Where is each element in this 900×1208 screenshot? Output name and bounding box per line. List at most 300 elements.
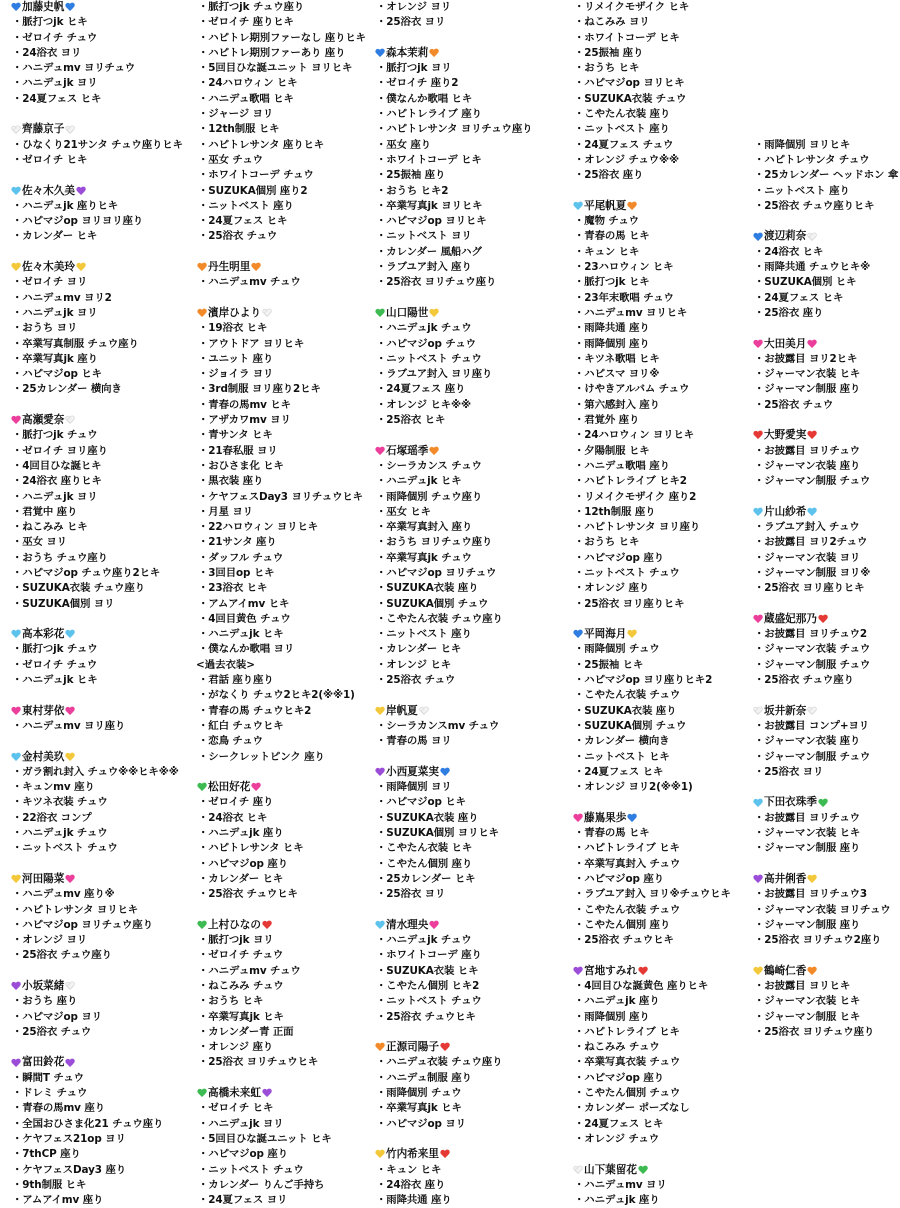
list-item: ・ハピマジop ヨリヒキ xyxy=(574,77,685,90)
member-heading xyxy=(752,428,900,443)
member-section xyxy=(10,627,188,688)
list-item: ・ハピマジop ヨリヒキ xyxy=(376,215,487,228)
spacer xyxy=(752,321,900,336)
list-item: ・ラブユア封入 チュウ xyxy=(754,521,860,534)
list-item: ・7thCP 座り xyxy=(12,1148,81,1161)
list-item: ・黒衣装 座り xyxy=(198,475,264,488)
list-item: ・カレンダー 横向き xyxy=(574,735,670,748)
yellow-heart-icon xyxy=(11,263,21,272)
list-item: ・ダッフル チュウ xyxy=(198,551,284,564)
member-section xyxy=(10,872,188,964)
blue-heart-icon xyxy=(753,233,763,242)
list-item: ・4回目ひな誕ヒキ xyxy=(12,459,102,472)
member-section xyxy=(10,260,188,398)
list-item: ・SUZUKA個別 座り2 xyxy=(198,184,308,197)
list-item: ・ハピスマ ヨリ※ xyxy=(574,368,660,381)
list-item: ・こやたん個別 ヒキ2 xyxy=(376,980,480,992)
list-item: ・SUZUKA個別 チュウ xyxy=(376,597,489,610)
list-item: ・雨降共通 座り xyxy=(376,1194,452,1207)
list-item: ・25カレンダー ヒキ xyxy=(376,872,476,885)
member-name: 片山紗希 xyxy=(764,505,807,518)
spacer xyxy=(10,1040,188,1055)
member-heading xyxy=(572,1163,750,1178)
green-heart-icon xyxy=(197,921,207,930)
white-heart-icon xyxy=(807,707,817,716)
blue-heart-icon xyxy=(627,814,637,823)
list-item: ・25浴衣 チュウ xyxy=(376,674,456,687)
list-item: ・SUZUKA衣装 座り xyxy=(574,704,677,717)
list-item: ・脈打つjk チュウ xyxy=(12,429,98,442)
list-item: ・ハニデュ歌唱 座り xyxy=(574,459,670,472)
list-item: ・お披露目 ヨリ2ヒキ xyxy=(754,352,858,365)
list-item: ・ハピマジop ヒキ xyxy=(12,368,102,381)
list-item: ・月星 ヨリ xyxy=(198,505,253,518)
spacer xyxy=(374,1025,552,1040)
member-heading xyxy=(752,964,900,979)
member-name: 高橋未来虹 xyxy=(208,1087,261,1100)
spacer xyxy=(752,688,900,703)
list-item: ・ゼロイチ ヨリ座り xyxy=(12,444,108,457)
column-1 xyxy=(10,0,188,1208)
list-item: ・25浴衣 ヨリチュウ2座り xyxy=(754,934,882,947)
list-item: ・ハピマジop ヨリヨリ座り xyxy=(12,215,144,228)
member-section xyxy=(196,780,374,902)
pink-heart-icon xyxy=(753,340,763,349)
list-item: ・おうち ヒキ xyxy=(574,62,640,75)
list-item: ・おうち ヒキ xyxy=(198,995,264,1008)
list-item: ・ハニデュmv ヨリ座り xyxy=(12,719,126,732)
list-item: ・ハピトレサンタ ヒキ xyxy=(198,842,304,855)
list-item: ・シーラカンスmv チュウ xyxy=(376,719,500,732)
continued-list xyxy=(196,673,374,765)
list-item: ・ニットベスト 座り xyxy=(574,123,670,136)
list-item: ・おうち ヒキ2 xyxy=(376,184,449,197)
list-item: ・24浴衣 座りヒキ xyxy=(12,475,102,488)
spacer xyxy=(752,76,900,91)
list-item: ・ジャーマン衣装 チュウ xyxy=(754,643,871,656)
spacer xyxy=(10,245,188,260)
member-section xyxy=(10,413,188,612)
list-item: ・おうち ヒキ xyxy=(574,536,640,549)
list-item: ・リメイクモザイク ヒキ xyxy=(574,1,690,13)
spacer xyxy=(752,948,900,963)
member-section xyxy=(752,612,900,688)
list-item: ・ニットベスト チュウ xyxy=(574,566,680,579)
white-heart-icon xyxy=(11,126,21,135)
spacer xyxy=(752,597,900,612)
spacer xyxy=(10,168,188,183)
member-name: 渡辺莉奈 xyxy=(764,230,807,243)
spacer xyxy=(752,92,900,107)
list-item: ・ゼロイチ ヒキ xyxy=(198,1102,274,1115)
member-name: 下田衣珠季 xyxy=(764,796,817,809)
spacer xyxy=(10,734,188,749)
member-heading xyxy=(374,704,552,719)
list-item: ・25浴衣 チュウ xyxy=(198,230,278,243)
member-section xyxy=(10,0,188,107)
list-item: ・21春私服 ヨリ xyxy=(198,444,278,457)
list-item: ・ジャーマン制服 チュウ xyxy=(754,658,871,671)
list-item: ・24夏フェス チュウ xyxy=(574,138,674,151)
blue-heart-icon xyxy=(11,3,21,12)
member-heading xyxy=(10,979,188,994)
list-item: ・24夏フェス ヒキ xyxy=(574,1117,664,1130)
list-item: ・ジョイラ ヨリ xyxy=(198,368,274,381)
member-name: 石塚瑶季 xyxy=(386,444,429,457)
yellow-heart-icon xyxy=(807,875,817,884)
list-item: ・僕なんか歌唱 ヒキ xyxy=(376,92,473,105)
list-item: ・24ハロウィン ヨリヒキ xyxy=(574,429,695,442)
list-item: ・けやきアルバム チュウ xyxy=(574,383,690,396)
member-section xyxy=(572,199,750,612)
list-item: ・24夏フェス ヒキ xyxy=(198,215,288,228)
list-item: ・ジャーマン衣装 ヨリチュウ xyxy=(754,903,891,916)
orange-heart-icon xyxy=(807,967,817,976)
list-item: ・第六感封入 座り xyxy=(574,398,660,411)
list-item: ・ハピトレライブ ヒキ xyxy=(574,1025,680,1038)
list-item: ・25浴衣 座り xyxy=(574,169,644,182)
list-item: ・キツネ歌唱 ヒキ xyxy=(574,352,660,365)
white-heart-icon xyxy=(65,416,75,425)
list-item: ・青春の馬mv ヒキ xyxy=(198,398,291,411)
list-item: ・巫女 チュウ xyxy=(198,153,263,166)
member-name: 宮地すみれ xyxy=(584,964,637,977)
list-item: ・ニットベスト チュウ xyxy=(198,1163,304,1176)
pink-heart-icon xyxy=(753,615,763,624)
list-item: ・青春の馬mv 座り xyxy=(12,1102,105,1115)
list-item: ・僕なんか歌唱 ヨリ xyxy=(198,643,295,656)
list-item: ・ラブユア封入 ヨリ※チュウヒキ xyxy=(574,888,731,901)
list-item: ・こやたん衣装 チュウ xyxy=(574,903,681,916)
list-item: ・5回目ひな誕ユニット ヨリヒキ xyxy=(198,62,353,75)
list-item: ・ハピトレサンタ ヨリチュウ座り xyxy=(376,123,533,136)
list-item: ・24浴衣 ヒキ xyxy=(198,811,268,824)
member-heading xyxy=(196,1086,374,1101)
list-item: ・雨降個別 ヨリヒキ xyxy=(754,138,851,151)
list-item: ・25振袖 座り xyxy=(574,46,644,59)
red-heart-icon xyxy=(818,615,828,624)
spacer xyxy=(752,490,900,505)
member-section xyxy=(374,918,552,1025)
list-item: ・ねこみみ ヒキ xyxy=(12,521,88,534)
list-item: ・脈打つjk ヨリ xyxy=(376,62,452,75)
list-item: ・ハニデュjk チュウ xyxy=(376,934,472,947)
list-item: ・4回目黄色 チュウ xyxy=(198,612,291,625)
member-section xyxy=(10,184,188,245)
list-item: ・ハニデュjk ヨリ xyxy=(12,77,98,90)
list-item: ・お披露目 ヨリチュウ3 xyxy=(754,888,868,901)
orange-heart-icon xyxy=(429,447,439,456)
member-heading xyxy=(374,1147,552,1162)
list-item: ・がなくり チュウ2ヒキ2(※※1) xyxy=(198,689,355,702)
list-item: ・ジャーマン制服 座り xyxy=(754,918,861,931)
list-item: ・22浴衣 コンプ xyxy=(12,811,92,824)
list-item: ・ラブユア封入 ヨリ座り xyxy=(376,368,493,381)
list-item: ・ハピトレサンタ チュウ xyxy=(754,153,870,166)
spacer xyxy=(572,1147,750,1162)
member-name: 東村芽依 xyxy=(22,704,65,717)
list-item: ・お披露目 ヨリチュウ xyxy=(754,811,860,824)
list-item: ・カレンダー ヒキ xyxy=(198,872,284,885)
orange-heart-icon xyxy=(197,263,207,272)
member-name: 清水理央 xyxy=(386,918,429,931)
list-item: ・ハニデュmv ヨリ xyxy=(574,1178,667,1191)
list-item: ・お披露目 コンプ+ヨリ xyxy=(754,719,870,732)
pink-heart-icon xyxy=(807,340,817,349)
list-item: ・ラブユア封入 座り xyxy=(376,261,472,274)
member-name: 高井俐香 xyxy=(764,872,807,885)
list-item: ・25浴衣 チュウヒキ xyxy=(376,1010,476,1023)
list-item: ・ハニデュmv ヨリチュウ xyxy=(12,62,135,75)
list-item: ・24浴衣 ヨリ xyxy=(12,46,82,59)
list-item: ・ジャーマン衣装 ヒキ xyxy=(754,368,861,381)
member-section xyxy=(752,872,900,948)
list-item: ・ハニデュjk 座り xyxy=(198,827,284,840)
yellow-heart-icon xyxy=(76,263,86,272)
member-heading xyxy=(752,872,900,887)
member-name: 平尾帆夏 xyxy=(584,199,627,212)
member-name: 松田好花 xyxy=(208,781,251,794)
list-item: ・ハニデュjk ヒキ xyxy=(12,674,98,687)
list-item: ・ハニデュmv チュウ xyxy=(198,276,301,289)
member-section xyxy=(10,1055,188,1208)
sub-heading: <過去衣装> xyxy=(196,658,255,671)
member-heading xyxy=(374,306,552,321)
list-item: ・お披露目 ヨリチュウ2 xyxy=(754,628,868,641)
spacer xyxy=(10,688,188,703)
list-item: ・21サンタ 座り xyxy=(198,536,277,549)
list-item: ・こやたん個別 座り xyxy=(574,918,671,931)
list-item: ・おひさま化 ヒキ xyxy=(198,459,284,472)
column-2 xyxy=(196,0,374,1208)
orange-heart-icon xyxy=(429,49,439,58)
list-item: ・ハニデュmv ヨリヒキ xyxy=(574,306,688,319)
member-section xyxy=(374,306,552,428)
member-section xyxy=(196,260,374,291)
list-item: ・卒業写真jk 座り xyxy=(12,352,98,365)
spacer xyxy=(752,857,900,872)
list-item: ・君覚外 座り xyxy=(574,414,640,427)
list-item: ・ハピマジop ヨリチュウ xyxy=(376,566,497,579)
list-item: ・ニットベスト 座り xyxy=(754,184,850,197)
spacer xyxy=(374,688,552,703)
member-section xyxy=(10,979,188,1040)
list-item: ・カレンダー りんご手持ち xyxy=(198,1178,325,1191)
list-item: ・ジャーマン制服 座り xyxy=(754,383,861,396)
list-item: ・お披露目 ヨリヒキ xyxy=(754,980,851,992)
member-heading xyxy=(752,612,900,627)
member-section xyxy=(572,811,750,949)
list-item: ・卒業写真封入 座り xyxy=(376,521,473,534)
member-name: 齊藤京子 xyxy=(22,123,65,136)
member-section xyxy=(752,964,900,1040)
member-name: 藤嶌果歩 xyxy=(584,811,627,824)
member-name: 小西夏菜実 xyxy=(386,765,439,778)
list-item: ・雨降共通 座り xyxy=(574,322,650,335)
member-section xyxy=(572,964,750,1148)
list-item: ・脈打つjk ヒキ xyxy=(12,16,88,29)
list-item: ・ニットベスト ヒキ xyxy=(574,750,670,763)
pink-heart-icon xyxy=(11,416,21,425)
list-item: ・ホワイトコーデ 座り xyxy=(376,949,482,962)
list-item: ・ドレミ チュウ xyxy=(12,1087,88,1100)
list-item: ・巫女 ヒキ xyxy=(376,505,431,518)
list-item: ・ゼロイチ チュウ xyxy=(12,658,98,671)
list-item: ・ハニデュmv 座り※ xyxy=(12,888,115,901)
list-item: ・巫女 座り xyxy=(376,138,431,151)
white-heart-icon xyxy=(753,707,763,716)
red-heart-icon xyxy=(807,431,817,440)
member-heading xyxy=(572,199,750,214)
list-item: ・雨降個別 座り xyxy=(574,337,650,350)
lightblue-heart-icon xyxy=(807,508,817,517)
member-heading xyxy=(10,0,188,15)
member-name: 小坂菜緒 xyxy=(22,980,65,992)
member-section xyxy=(374,1147,552,1208)
spacer xyxy=(752,413,900,428)
member-section xyxy=(196,918,374,1071)
member-name: 高本彩花 xyxy=(22,628,65,641)
list-item: ・25浴衣 チュウヒキ xyxy=(574,934,674,947)
list-item: ・ニットベスト ヨリ xyxy=(376,230,472,243)
member-name: 森本茉莉 xyxy=(386,46,429,59)
member-heading xyxy=(572,627,750,642)
spacer xyxy=(572,948,750,963)
list-item: ・24夏フェス ヒキ xyxy=(754,291,844,304)
member-name: 加藤史帆 xyxy=(22,1,65,13)
list-item: ・アウトドア ヨリヒキ xyxy=(198,337,305,350)
list-item: ・24夏フェス ヨリ xyxy=(198,1194,288,1207)
list-item: ・卒業写真衣装 チュウ xyxy=(574,1056,681,1069)
list-item: ・青春の馬 ヒキ xyxy=(574,230,650,243)
list-item: ・ジャーマン制服 チュウ xyxy=(754,475,871,488)
spacer xyxy=(752,122,900,137)
list-item: ・ハニデュjk 座り xyxy=(574,995,660,1008)
list-item: ・ハニデュ歌唱 ヒキ xyxy=(198,92,294,105)
list-item: ・12th制服 座り xyxy=(574,505,656,518)
column-5 xyxy=(752,0,900,1040)
continued-list xyxy=(374,0,552,31)
list-item: ・オレンジ 座り xyxy=(198,1041,274,1054)
list-item: ・脈打つjk ヨリ xyxy=(198,934,274,947)
list-item: ・夕陽制服 ヒキ xyxy=(574,444,650,457)
pink-heart-icon xyxy=(65,875,75,884)
list-item: ・ハニデュ制服 座り xyxy=(376,1071,472,1084)
list-item: ・ハニデュjk ヨリ xyxy=(12,490,98,503)
member-name: 濱岸ひより xyxy=(208,306,261,319)
member-section xyxy=(572,1163,750,1208)
list-item: ・SUZUKA個別 ヒキ xyxy=(754,276,857,289)
list-item: ・23年末歌唱 チュウ xyxy=(574,291,674,304)
pink-heart-icon xyxy=(375,447,385,456)
list-item: ・ハピマジop ヨリチュウ座り xyxy=(12,918,153,931)
list-item: ・25浴衣 チュウヒキ xyxy=(198,888,298,901)
list-item: ・雨降個別 ヨリ xyxy=(376,781,452,794)
member-heading xyxy=(374,46,552,61)
list-item: ・3rd制服 ヨリ座り2ヒキ xyxy=(198,383,321,396)
green-heart-icon xyxy=(638,1166,648,1175)
spacer xyxy=(196,291,374,306)
list-item: ・オレンジ ヒキ※※ xyxy=(376,398,472,411)
member-name: 河田陽菜 xyxy=(22,872,65,885)
green-heart-icon xyxy=(197,783,207,792)
list-item: ・ハピマジop ヨリ xyxy=(376,1117,466,1130)
list-item: ・ハニデュjk 座りヒキ xyxy=(12,199,119,212)
list-item: ・SUZUKA個別 ヨリ xyxy=(12,597,115,610)
member-section xyxy=(752,704,900,780)
list-item: ・青春の馬 ヒキ xyxy=(574,827,650,840)
member-heading xyxy=(374,1040,552,1055)
spacer xyxy=(752,107,900,122)
list-item: ・25浴衣 ヨリ xyxy=(376,16,446,29)
list-item: ・カレンダー ヒキ xyxy=(376,643,462,656)
list-item: ・25浴衣 ヨリ座りヒキ xyxy=(574,597,685,610)
member-section xyxy=(374,765,552,903)
list-item: ・ケヤフェス21op ヨリ xyxy=(12,1132,126,1145)
list-item: ・SUZUKA個別 チュウ xyxy=(574,719,687,732)
list-item: ・ハピマジop 座り xyxy=(198,1148,288,1161)
list-item: ・23浴衣 ヒキ xyxy=(198,582,268,595)
spacer xyxy=(374,903,552,918)
member-heading xyxy=(196,918,374,933)
list-item: ・ひなくり21サンタ チュウ座りヒキ xyxy=(12,138,183,151)
list-item: ・ハニデュjk ヨリ xyxy=(12,306,98,319)
list-item: ・25浴衣 ヨリ xyxy=(754,765,824,778)
list-item: ・ハニデュmv チュウ xyxy=(198,964,301,977)
white-heart-icon xyxy=(807,233,817,242)
list-item: ・9th制服 ヒキ xyxy=(12,1178,87,1191)
list-item: ・ニットベスト 座り xyxy=(376,628,472,641)
list-item: ・ゼロイチ 座りヒキ xyxy=(198,16,294,29)
member-heading xyxy=(196,306,374,321)
pink-heart-icon xyxy=(65,707,75,716)
lightblue-heart-icon xyxy=(375,921,385,930)
list-item: ・卒業写真jk チュウ xyxy=(376,551,472,564)
green-heart-icon xyxy=(818,799,828,808)
list-item: ・SUZUKA個別 ヨリヒキ xyxy=(376,827,499,840)
member-section xyxy=(752,337,900,413)
spacer xyxy=(10,612,188,627)
list-item: ・ジャーマン制服 チュウ xyxy=(754,750,871,763)
member-heading xyxy=(10,1055,188,1070)
list-item: ・ハピマジop 座り xyxy=(574,872,664,885)
purple-heart-icon xyxy=(573,967,583,976)
list-item: ・雨降個別 チュウ xyxy=(376,1087,462,1100)
yellow-heart-icon xyxy=(375,707,385,716)
purple-heart-icon xyxy=(76,187,86,196)
blue-heart-icon xyxy=(65,3,75,12)
member-heading xyxy=(374,918,552,933)
orange-heart-icon xyxy=(627,202,637,211)
list-item: ・SUZUKA衣装 チュウ xyxy=(574,92,687,105)
member-heading xyxy=(10,413,188,428)
list-item: ・アムアイmv ヒキ xyxy=(198,597,290,610)
list-item: ・オレンジ チュウ xyxy=(574,1132,660,1145)
list-item: ・ハピトレサンタ ヨリ座り xyxy=(574,521,701,534)
list-item: ・おうち ヨリ xyxy=(12,322,78,335)
list-item: ・キツネ衣装 チュウ xyxy=(12,796,108,809)
list-item: ・青サンタ ヒキ xyxy=(198,429,273,442)
lightblue-heart-icon xyxy=(573,202,583,211)
list-item: ・5回目ひな誕ユニット ヒキ xyxy=(198,1132,332,1145)
yellow-heart-icon xyxy=(627,630,637,639)
member-name: 上村ひなの xyxy=(208,918,261,931)
blue-heart-icon xyxy=(440,768,450,777)
purple-heart-icon xyxy=(375,768,385,777)
member-section xyxy=(752,229,900,321)
list-item: ・卒業写真封入 チュウ xyxy=(574,857,681,870)
list-item: ・ねこみみ チュウ xyxy=(198,980,284,992)
